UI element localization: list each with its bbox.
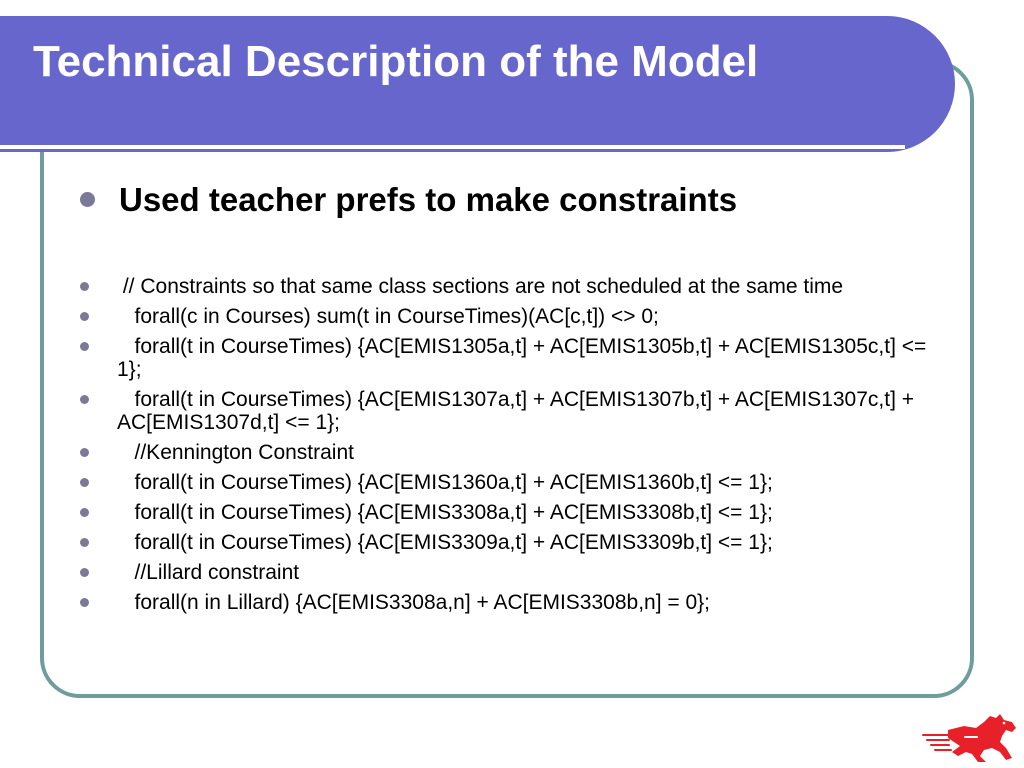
code-line	[80, 441, 950, 464]
code-line-text: forall(t in CourseTimes) {AC[EMIS1307a,t] + AC[EMIS1307b,t] + AC[EMIS1307c,t] + AC[EMIS1307d,t] <= 1};	[117, 388, 919, 434]
code-line	[80, 335, 950, 381]
bullet-icon	[80, 478, 89, 487]
code-line	[80, 501, 950, 524]
code-line	[80, 561, 950, 584]
bullet-icon	[80, 342, 89, 351]
code-line-text: //Lillard constraint	[117, 561, 300, 584]
code-line-text: // Constraints so that same class sections are not scheduled at the same time	[117, 275, 844, 298]
main-bullet-text: Used teacher prefs to make constraints	[119, 181, 738, 218]
bullet-icon	[80, 282, 89, 291]
code-line	[80, 591, 950, 614]
code-line-text: forall(t in CourseTimes) {AC[EMIS3309a,t] + AC[EMIS3309b,t] <= 1};	[117, 531, 773, 554]
bullet-icon	[80, 448, 89, 457]
code-line-text: forall(t in CourseTimes) {AC[EMIS3308a,t] + AC[EMIS3308b,t] <= 1};	[117, 501, 773, 524]
bullet-icon	[80, 312, 89, 321]
bullet-icon	[80, 568, 89, 577]
bullet-icon	[80, 395, 89, 404]
title-bar	[0, 16, 955, 152]
code-line	[80, 531, 950, 554]
code-line	[80, 305, 950, 328]
bullet-icon	[80, 192, 95, 207]
bullet-icon	[80, 508, 89, 517]
code-line-text: forall(c in Courses) sum(t in CourseTimes)(AC[c,t]) <> 0;	[117, 305, 659, 328]
code-line	[80, 275, 950, 298]
code-line	[80, 388, 950, 434]
code-line-text: forall(t in CourseTimes) {AC[EMIS1360a,t] + AC[EMIS1360b,t] <= 1};	[117, 471, 773, 494]
code-line	[80, 471, 950, 494]
slide-title: Technical Description of the Model	[33, 37, 759, 86]
code-line-text: forall(n in Lillard) {AC[EMIS3308a,n] + AC[EMIS3308b,n] = 0};	[117, 591, 711, 614]
mustang-logo-icon	[920, 712, 1020, 764]
bullet-icon	[80, 598, 89, 607]
code-line-text: //Kennington Constraint	[117, 441, 354, 464]
main-bullet	[80, 181, 960, 219]
title-underline	[0, 145, 905, 149]
bullet-icon	[80, 538, 89, 547]
code-line-text: forall(t in CourseTimes) {AC[EMIS1305a,t] + AC[EMIS1305b,t] + AC[EMIS1305c,t] <= 1};	[117, 335, 933, 381]
code-list	[80, 275, 950, 621]
